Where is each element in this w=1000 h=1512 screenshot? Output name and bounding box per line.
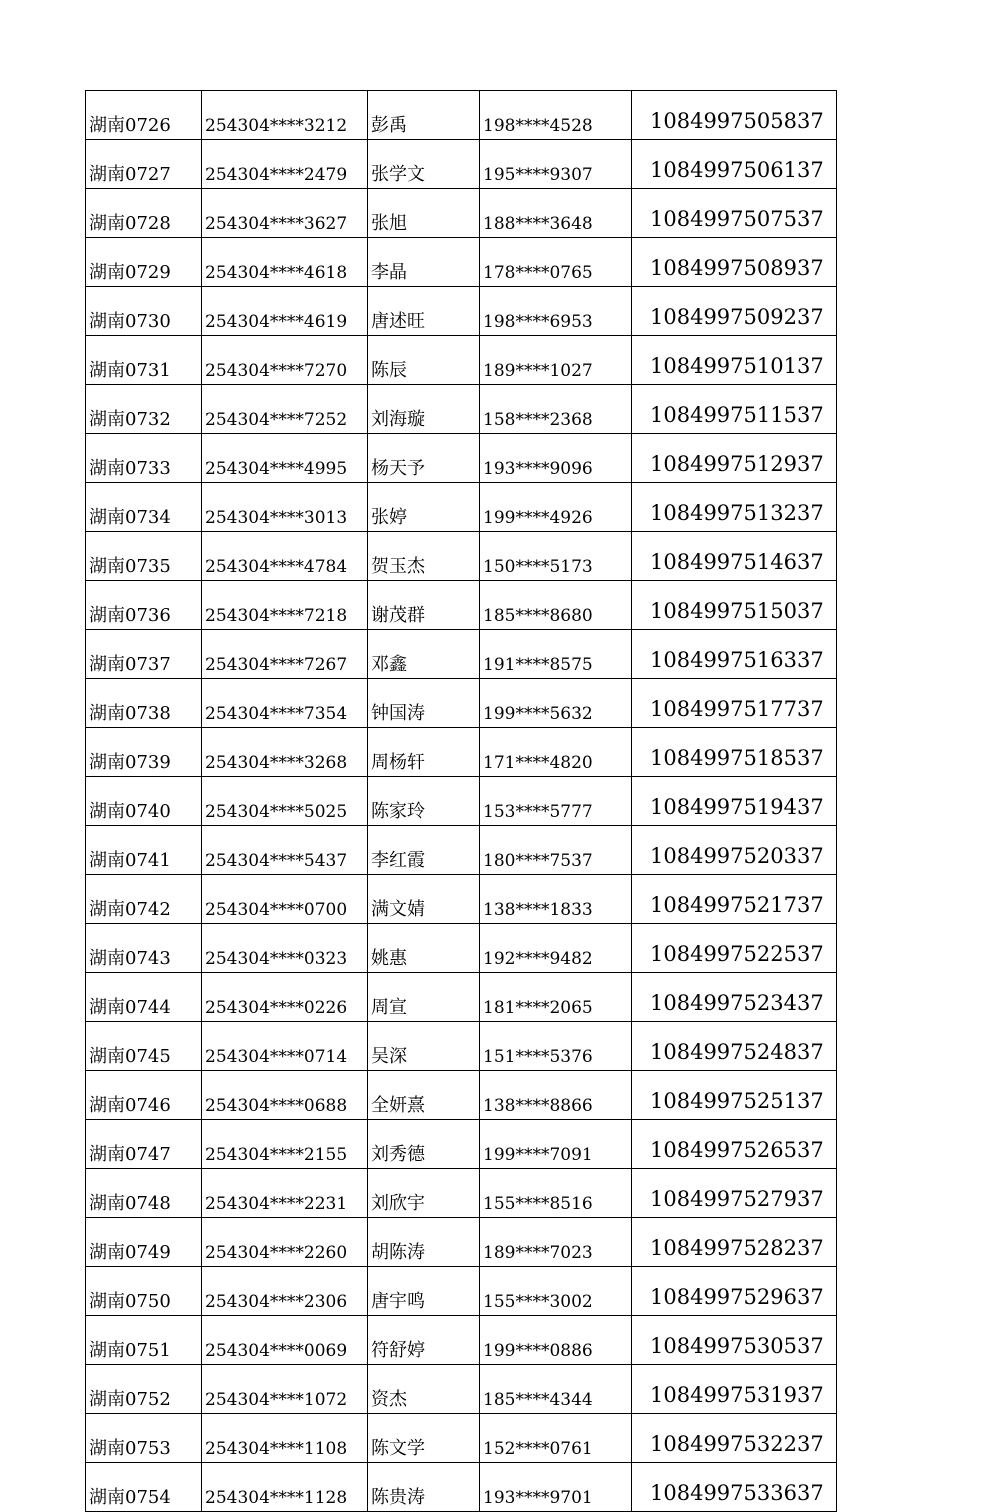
cell-tracking-number: 1084997517737: [632, 679, 837, 728]
cell-person-name: 陈文学: [368, 1414, 480, 1463]
cell-tracking-number: 1084997526537: [632, 1120, 837, 1169]
cell-phone-number: 199****5632: [480, 679, 632, 728]
cell-id-number: 254304****5437: [202, 826, 368, 875]
cell-person-name: 陈家玲: [368, 777, 480, 826]
table-row: [86, 91, 837, 140]
cell-person-name: 贺玉杰: [368, 532, 480, 581]
cell-region-code: 湖南0753: [86, 1414, 202, 1463]
cell-phone-number: 158****2368: [480, 385, 632, 434]
cell-person-name: 满文婧: [368, 875, 480, 924]
cell-region-code: 湖南0727: [86, 140, 202, 189]
table-row: [86, 483, 837, 532]
cell-phone-number: 199****4926: [480, 483, 632, 532]
table-row: [86, 728, 837, 777]
cell-tracking-number: 1084997509237: [632, 287, 837, 336]
cell-id-number: 254304****3268: [202, 728, 368, 777]
table-row: [86, 1218, 837, 1267]
cell-id-number: 254304****1072: [202, 1365, 368, 1414]
cell-phone-number: 191****8575: [480, 630, 632, 679]
cell-region-code: 湖南0731: [86, 336, 202, 385]
cell-region-code: 湖南0729: [86, 238, 202, 287]
table-row: [86, 336, 837, 385]
cell-person-name: 唐宇鸣: [368, 1267, 480, 1316]
cell-person-name: 全妍熹: [368, 1071, 480, 1120]
table-row: [86, 1316, 837, 1365]
cell-region-code: 湖南0728: [86, 189, 202, 238]
table-row: [86, 1365, 837, 1414]
cell-tracking-number: 1084997505837: [632, 91, 837, 140]
table-row: [86, 630, 837, 679]
cell-id-number: 254304****7354: [202, 679, 368, 728]
table-row: [86, 1071, 837, 1120]
cell-phone-number: 155****8516: [480, 1169, 632, 1218]
table-row: [86, 581, 837, 630]
cell-phone-number: 155****3002: [480, 1267, 632, 1316]
cell-tracking-number: 1084997518537: [632, 728, 837, 777]
cell-person-name: 周宣: [368, 973, 480, 1022]
cell-id-number: 254304****0688: [202, 1071, 368, 1120]
table-row: [86, 777, 837, 826]
table-row: [86, 1169, 837, 1218]
cell-tracking-number: 1084997532237: [632, 1414, 837, 1463]
cell-region-code: 湖南0738: [86, 679, 202, 728]
cell-person-name: 唐述旺: [368, 287, 480, 336]
cell-person-name: 谢茂群: [368, 581, 480, 630]
cell-region-code: 湖南0737: [86, 630, 202, 679]
cell-tracking-number: 1084997511537: [632, 385, 837, 434]
table-row: [86, 1414, 837, 1463]
cell-phone-number: 199****7091: [480, 1120, 632, 1169]
cell-id-number: 254304****0714: [202, 1022, 368, 1071]
cell-region-code: 湖南0735: [86, 532, 202, 581]
cell-phone-number: 189****1027: [480, 336, 632, 385]
cell-phone-number: 192****9482: [480, 924, 632, 973]
cell-phone-number: 181****2065: [480, 973, 632, 1022]
cell-phone-number: 138****1833: [480, 875, 632, 924]
cell-tracking-number: 1084997531937: [632, 1365, 837, 1414]
table-row: [86, 434, 837, 483]
cell-id-number: 254304****1128: [202, 1463, 368, 1512]
table-row: [86, 875, 837, 924]
table-row: [86, 238, 837, 287]
table-row: [86, 1267, 837, 1316]
cell-id-number: 254304****4995: [202, 434, 368, 483]
table-row: [86, 679, 837, 728]
cell-phone-number: 151****5376: [480, 1022, 632, 1071]
cell-region-code: 湖南0732: [86, 385, 202, 434]
cell-person-name: 张婷: [368, 483, 480, 532]
cell-id-number: 254304****4618: [202, 238, 368, 287]
cell-region-code: 湖南0741: [86, 826, 202, 875]
cell-id-number: 254304****2479: [202, 140, 368, 189]
cell-tracking-number: 1084997529637: [632, 1267, 837, 1316]
cell-person-name: 刘欣宇: [368, 1169, 480, 1218]
cell-tracking-number: 1084997521737: [632, 875, 837, 924]
table-row: [86, 1120, 837, 1169]
cell-tracking-number: 1084997508937: [632, 238, 837, 287]
cell-id-number: 254304****4619: [202, 287, 368, 336]
cell-phone-number: 138****8866: [480, 1071, 632, 1120]
cell-region-code: 湖南0730: [86, 287, 202, 336]
cell-person-name: 张学文: [368, 140, 480, 189]
cell-tracking-number: 1084997519437: [632, 777, 837, 826]
table-row: [86, 1463, 837, 1512]
cell-region-code: 湖南0740: [86, 777, 202, 826]
cell-tracking-number: 1084997525137: [632, 1071, 837, 1120]
cell-region-code: 湖南0751: [86, 1316, 202, 1365]
cell-phone-number: 198****6953: [480, 287, 632, 336]
cell-tracking-number: 1084997515037: [632, 581, 837, 630]
cell-region-code: 湖南0748: [86, 1169, 202, 1218]
cell-phone-number: 185****4344: [480, 1365, 632, 1414]
table-row: [86, 287, 837, 336]
cell-region-code: 湖南0734: [86, 483, 202, 532]
table-row: [86, 826, 837, 875]
cell-id-number: 254304****7218: [202, 581, 368, 630]
cell-id-number: 254304****0069: [202, 1316, 368, 1365]
cell-tracking-number: 1084997520337: [632, 826, 837, 875]
cell-person-name: 钟国涛: [368, 679, 480, 728]
cell-phone-number: 178****0765: [480, 238, 632, 287]
cell-tracking-number: 1084997522537: [632, 924, 837, 973]
cell-phone-number: 171****4820: [480, 728, 632, 777]
cell-id-number: 254304****2155: [202, 1120, 368, 1169]
cell-person-name: 彭禹: [368, 91, 480, 140]
cell-id-number: 254304****0700: [202, 875, 368, 924]
roster-table: [85, 90, 837, 1512]
table-row: [86, 973, 837, 1022]
cell-person-name: 李红霞: [368, 826, 480, 875]
cell-tracking-number: 1084997516337: [632, 630, 837, 679]
cell-id-number: 254304****3013: [202, 483, 368, 532]
cell-id-number: 254304****3627: [202, 189, 368, 238]
cell-phone-number: 193****9701: [480, 1463, 632, 1512]
cell-id-number: 254304****3212: [202, 91, 368, 140]
cell-region-code: 湖南0747: [86, 1120, 202, 1169]
cell-phone-number: 185****8680: [480, 581, 632, 630]
cell-phone-number: 189****7023: [480, 1218, 632, 1267]
cell-tracking-number: 1084997528237: [632, 1218, 837, 1267]
cell-region-code: 湖南0746: [86, 1071, 202, 1120]
cell-tracking-number: 1084997524837: [632, 1022, 837, 1071]
cell-region-code: 湖南0750: [86, 1267, 202, 1316]
cell-person-name: 吴深: [368, 1022, 480, 1071]
cell-phone-number: 153****5777: [480, 777, 632, 826]
cell-tracking-number: 1084997513237: [632, 483, 837, 532]
cell-tracking-number: 1084997512937: [632, 434, 837, 483]
cell-region-code: 湖南0743: [86, 924, 202, 973]
cell-region-code: 湖南0754: [86, 1463, 202, 1512]
table-row: [86, 1022, 837, 1071]
cell-region-code: 湖南0726: [86, 91, 202, 140]
table-row: [86, 532, 837, 581]
cell-tracking-number: 1084997507537: [632, 189, 837, 238]
cell-id-number: 254304****4784: [202, 532, 368, 581]
cell-id-number: 254304****0226: [202, 973, 368, 1022]
cell-region-code: 湖南0744: [86, 973, 202, 1022]
cell-region-code: 湖南0745: [86, 1022, 202, 1071]
cell-tracking-number: 1084997506137: [632, 140, 837, 189]
cell-tracking-number: 1084997523437: [632, 973, 837, 1022]
table-row: [86, 385, 837, 434]
cell-person-name: 刘海璇: [368, 385, 480, 434]
table-row: [86, 924, 837, 973]
table-row: [86, 189, 837, 238]
cell-phone-number: 152****0761: [480, 1414, 632, 1463]
cell-person-name: 陈贵涛: [368, 1463, 480, 1512]
cell-region-code: 湖南0736: [86, 581, 202, 630]
cell-region-code: 湖南0733: [86, 434, 202, 483]
cell-phone-number: 199****0886: [480, 1316, 632, 1365]
cell-person-name: 姚惠: [368, 924, 480, 973]
cell-id-number: 254304****2260: [202, 1218, 368, 1267]
cell-id-number: 254304****2306: [202, 1267, 368, 1316]
cell-person-name: 资杰: [368, 1365, 480, 1414]
cell-id-number: 254304****0323: [202, 924, 368, 973]
cell-region-code: 湖南0749: [86, 1218, 202, 1267]
cell-tracking-number: 1084997514637: [632, 532, 837, 581]
cell-tracking-number: 1084997527937: [632, 1169, 837, 1218]
cell-phone-number: 180****7537: [480, 826, 632, 875]
cell-region-code: 湖南0742: [86, 875, 202, 924]
cell-id-number: 254304****2231: [202, 1169, 368, 1218]
cell-person-name: 周杨轩: [368, 728, 480, 777]
cell-id-number: 254304****7252: [202, 385, 368, 434]
cell-id-number: 254304****5025: [202, 777, 368, 826]
cell-person-name: 陈辰: [368, 336, 480, 385]
roster-body: [86, 91, 837, 1512]
cell-phone-number: 188****3648: [480, 189, 632, 238]
cell-person-name: 邓鑫: [368, 630, 480, 679]
cell-phone-number: 150****5173: [480, 532, 632, 581]
cell-region-code: 湖南0752: [86, 1365, 202, 1414]
cell-phone-number: 198****4528: [480, 91, 632, 140]
cell-tracking-number: 1084997510137: [632, 336, 837, 385]
cell-person-name: 刘秀德: [368, 1120, 480, 1169]
cell-id-number: 254304****7267: [202, 630, 368, 679]
cell-person-name: 张旭: [368, 189, 480, 238]
cell-region-code: 湖南0739: [86, 728, 202, 777]
cell-person-name: 胡陈涛: [368, 1218, 480, 1267]
cell-phone-number: 193****9096: [480, 434, 632, 483]
cell-person-name: 符舒婷: [368, 1316, 480, 1365]
cell-phone-number: 195****9307: [480, 140, 632, 189]
cell-tracking-number: 1084997530537: [632, 1316, 837, 1365]
cell-tracking-number: 1084997533637: [632, 1463, 837, 1512]
cell-id-number: 254304****1108: [202, 1414, 368, 1463]
cell-id-number: 254304****7270: [202, 336, 368, 385]
cell-person-name: 杨天予: [368, 434, 480, 483]
cell-person-name: 李晶: [368, 238, 480, 287]
table-row: [86, 140, 837, 189]
